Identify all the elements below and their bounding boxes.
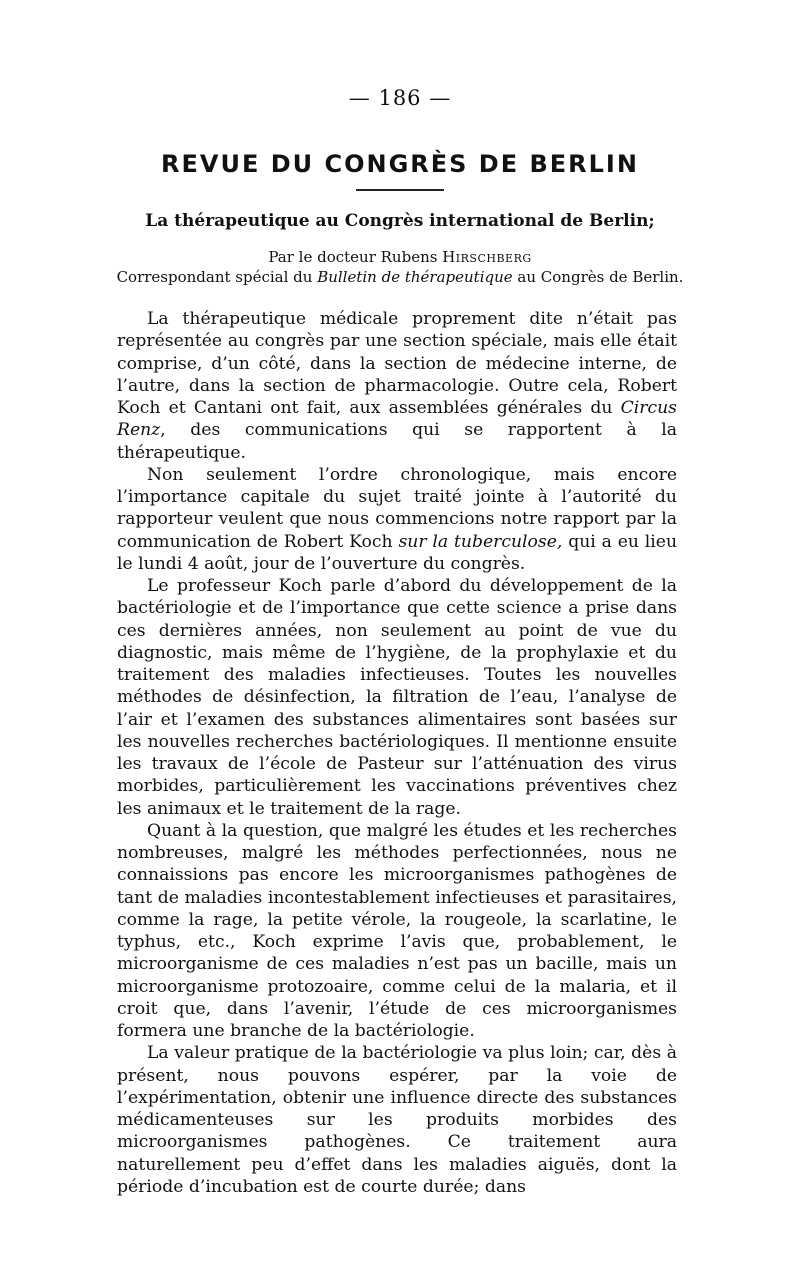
byline-correspondent-prefix: Correspondant spécial du <box>116 268 318 286</box>
byline-correspondent-suffix: au Congrès de Berlin. <box>512 268 684 286</box>
byline-correspondent <box>0 268 800 286</box>
byline-prefix: Par le docteur Rubens <box>268 248 443 266</box>
article-body <box>117 308 677 1198</box>
paragraph <box>117 464 677 575</box>
paragraph-emphasis: Circus Renz <box>117 398 677 441</box>
paragraph-text: Le professeur Koch parle d’abord du développement de la bactériologie et de l’importance que cette science a prise dans ces dernières années, non seulement au point de vue du diagnostic, mais même de l’hygiène, de la prophylaxie et du traitement des maladies infectieuses. Toutes les nouvelles méthodes de désinfection, la filtration de l’eau, l’analyse de l’air et l’examen des substances alimentaires sont basées sur les nouvelles recherches bactériologiques. Il mentionne ensuite les travaux de l’école de Pasteur sur l’atténuation des virus morbides, particulièrement les vaccinations préventives chez les animaux et le traitement de la rage. <box>117 576 677 819</box>
title-divider-rule <box>356 189 444 191</box>
paragraph-text: Quant à la question, que malgré les études et les recherches nombreuses, malgré les méthodes perfectionnées, nous ne connaissions pas encore les microorganismes pathogènes de tant de maladies incontestablement infectieuses et parasitaires, comme la rage, la petite vérole, la rougeole, la scarlatine, le typhus, etc., Koch exprime l’avis que, probablement, le microorganisme de ces maladies n’est pas un bacille, mais un microorganisme protozoaire, comme celui de la malaria, et il croit que, dans l’avenir, l’étude de ces microorganismes formera une branche de la bactériologie. <box>117 820 677 1041</box>
paragraph <box>117 820 677 1043</box>
paragraph <box>117 308 677 464</box>
paragraph <box>117 1042 677 1198</box>
author-surname: Hirschberg <box>442 248 532 266</box>
paragraph-text: La thérapeutique médicale proprement dite n’était pas représentée au congrès par une section spéciale, mais elle était comprise, d’un côté, dans la section de médecine interne, de l’autre, dans la section de pharmacologie. Outre cela, Robert Koch et Cantani ont fait, aux assemblées générales du <box>117 309 677 418</box>
byline-author <box>0 248 800 266</box>
journal-name: Bulletin de thérapeutique <box>317 268 513 286</box>
paragraph-text: , des communications qui se rapportent à la thérapeutique. <box>117 420 677 463</box>
paragraph-text: La valeur pratique de la bactériologie va plus loin; car, dès à présent, nous pouvons espérer, par la voie de l’expérimentation, obtenir une influence directe des substances médicamenteuses sur les produits morbides des microorganismes pathogènes. Ce traitement aura naturellement peu d’effet dans les maladies aiguës, dont la période d’incubation est de courte durée; dans <box>117 1043 677 1197</box>
article-title: La thérapeutique au Congrès international de Berlin; <box>145 211 655 231</box>
paragraph-text: Non seulement l’ordre chronologique, mais encore l’importance capitale du sujet traité jointe à l’autorité du rapporteur veulent que nous commencions notre rapport par la communication de Robert Koch <box>117 464 677 552</box>
page-number: — 186 — <box>348 86 452 110</box>
section-title: REVUE DU CONGRÈS DE BERLIN <box>161 150 639 178</box>
paragraph-text: qui a eu lieu le lundi 4 août, jour de l’ouverture du congrès. <box>117 531 678 574</box>
paragraph-emphasis: sur la tuberculose, <box>398 531 563 552</box>
paragraph <box>117 575 677 820</box>
